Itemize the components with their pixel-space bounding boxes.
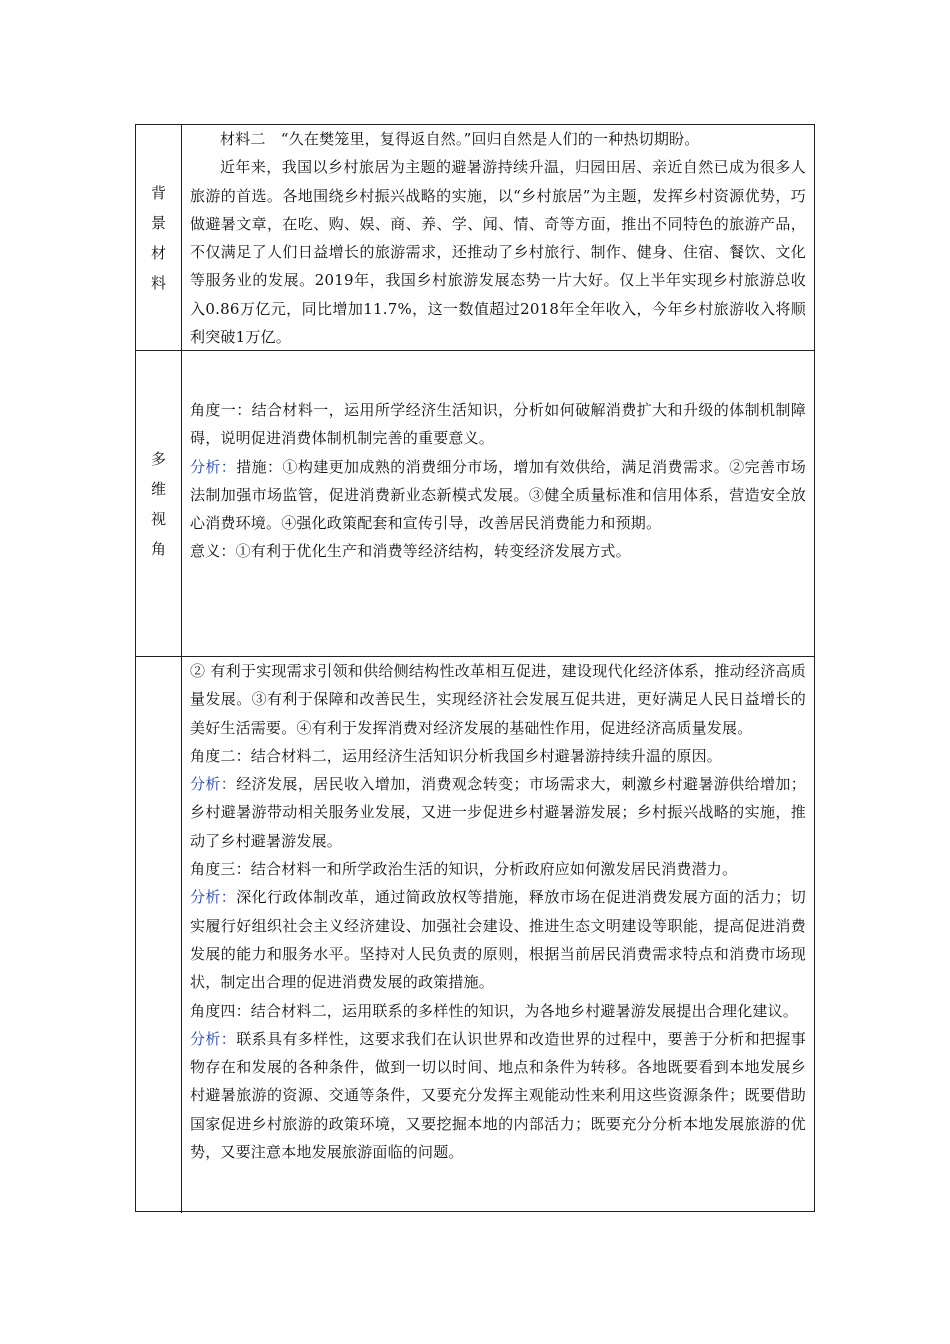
multi-perspective-row	[136, 350, 814, 656]
analysis-tag: 分析：	[190, 457, 237, 476]
continuation-row	[136, 656, 814, 1213]
angle-two-question: 角度二：结合材料二，运用经济生活知识分析我国乡村避暑游持续升温的原因。	[190, 746, 723, 765]
continuation-cell	[182, 657, 814, 1213]
material-two-body: 近年来，我国以乡村旅居为主题的避暑游持续升温，归园田居、亲近自然已成为很多人旅游的首选。各地围绕乡村振兴战略的实施，以“乡村旅居”为主题，发挥乡村资源优势，巧做避暑文章，在吃、购、娱、商、养、学、闻、情、奇等方面，推出不同特色的旅游产品，不仅满足了人们日益增长的旅游需求，还推动了乡村旅行、制作、健身、住宿、餐饮、文化等服务业的发展。2019年，我国乡村旅游发展态势一片大好。仅上半年实现乡村旅游总收入0.86万亿元，同比增加11.7%，这一数值超过2018年全年收入，今年乡村旅游收入将顺利突破1万亿。	[190, 158, 806, 347]
angle-two-analysis: 分析：经济发展，居民收入增加，消费观念转变；市场需求大，刺激乡村避暑游供给增加；乡村避暑游带动相关服务业发展，又进一步促进乡村避暑游发展；乡村振兴战略的实施，推动了乡村避暑游发展。	[190, 775, 806, 850]
angle-four-analysis: 分析：联系具有多样性，这要求我们在认识世界和改造世界的过程中，要善于分析和把握事物存在和发展的各种条件，做到一切以时间、地点和条件为转移。各地既要看到本地发展乡村避暑旅游的资源、交通等条件，又要充分发挥主观能动性来利用这些资源条件；既要借助国家促进乡村旅游的政策环境，又要挖掘本地的内部活力；既要充分分析本地发展旅游的优势，又要注意本地发展旅游面临的问题。	[190, 1029, 806, 1162]
angle-one-meaning: 意义：①有利于优化生产和消费等经济结构，转变经济发展方式。	[190, 542, 631, 561]
multi-perspective-cell	[182, 351, 814, 656]
meaning-continued: ② 有利于实现需求引领和供给侧结构性改革相互促进，建设现代化经济体系，推动经济高质量发展。③有利于保障和改善民生，实现经济社会发展互促共进，更好满足人民日益增长的美好生活需要。④有利于发挥消费对经济发展的基础性作用，促进经济高质量发展。	[190, 662, 806, 737]
angle-one-question: 角度一：结合材料一，运用所学经济生活知识，分析如何破解消费扩大和升级的体制机制障碍，说明促进消费体制机制完善的重要意义。	[190, 401, 806, 448]
angle-four-question: 角度四：结合材料二，运用联系的多样性的知识，为各地乡村避暑游发展提出合理化建议。	[190, 1001, 799, 1020]
row-label-empty	[136, 657, 182, 1213]
analysis-tag: 分析：	[190, 888, 237, 907]
analysis-tag: 分析：	[190, 1029, 237, 1048]
analysis-tag: 分析：	[190, 775, 237, 794]
angle-three-analysis: 分析：深化行政体制改革，通过简政放权等措施，释放市场在促进消费发展方面的活力；切实履行好组织社会主义经济建设、加强社会建设、推进生态文明建设等职能，提高促进消费发展的能力和服务水平。坚持对人民负责的原则，根据当前居民消费需求特点和消费市场现状，制定出合理的促进消费发展的政策措施。	[190, 888, 806, 992]
background-material-row	[136, 125, 814, 350]
angle-three-question: 角度三：结合材料一和所学政治生活的知识，分析政府应如何激发居民消费潜力。	[190, 860, 738, 879]
material-two-heading: 材料二 “久在樊笼里，复得返自然。”回归自然是人们的一种热切期盼。	[220, 130, 700, 148]
background-material-cell	[182, 125, 814, 350]
row-label-multi-perspective: 多 维 视 角	[136, 351, 182, 656]
content-table	[135, 124, 815, 1212]
row-label-background-material: 背 景 材 料	[136, 125, 182, 350]
angle-one-analysis: 分析：措施：①构建更加成熟的消费细分市场，增加有效供给，满足消费需求。②完善市场法制加强市场监管，促进消费新业态新模式发展。③健全质量标准和信用体系，营造安全放心消费环境。④强化政策配套和宣传引导，改善居民消费能力和预期。	[190, 457, 806, 533]
